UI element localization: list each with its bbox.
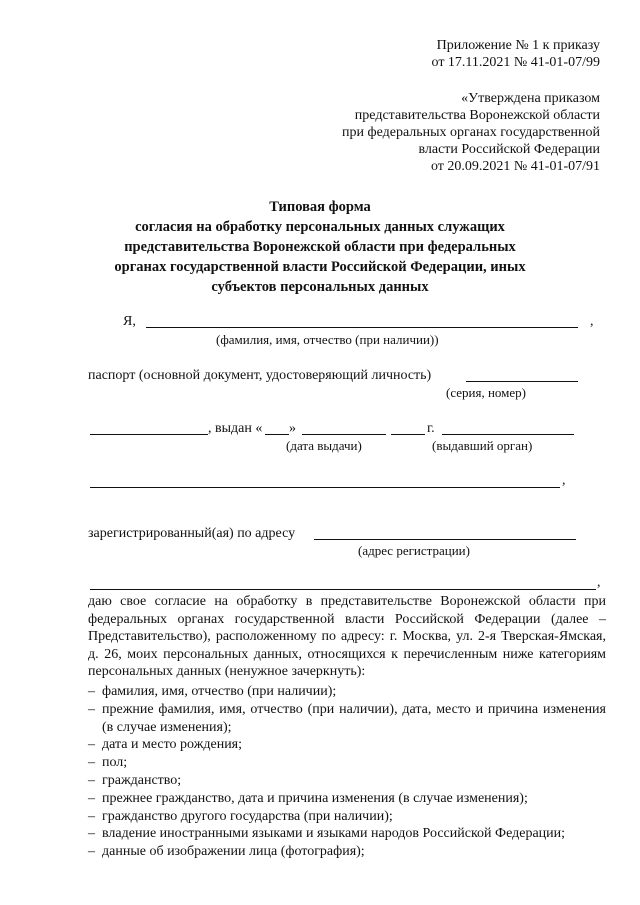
address-hint: (адрес регистрации) — [358, 543, 470, 558]
list-dash-icon: – — [88, 737, 95, 753]
title-line-4: органах государственной власти Российской Федерации, иных — [114, 259, 526, 275]
comma-3: , — [597, 575, 601, 590]
comma-2: , — [562, 473, 566, 488]
list-dash-icon: – — [88, 755, 95, 771]
list-dash-icon: – — [88, 684, 95, 699]
passport-label: паспорт (основной документ, удостоверяющий личность) — [88, 368, 432, 383]
issue-day-field[interactable] — [265, 434, 289, 435]
passport-series-field[interactable] — [466, 381, 578, 382]
year-label: г. — [427, 421, 435, 436]
personal-data-categories-list — [88, 683, 606, 861]
list-dash-icon: – — [88, 844, 95, 860]
category-item — [88, 825, 606, 843]
list-dash-icon: – — [88, 808, 95, 824]
category-text: прежнее гражданство, дата и причина изменения (в случае изменения); — [102, 790, 528, 806]
category-text: владение иностранными языками и языками народов Российской Федерации; — [102, 826, 566, 842]
title-line-5: субъектов персональных данных — [211, 279, 429, 295]
approved-line-4: власти Российской Федерации — [418, 142, 600, 157]
i-label: Я, — [123, 314, 136, 329]
address-continuation-field[interactable] — [90, 589, 596, 590]
category-item — [88, 843, 606, 861]
approved-line-1: «Утверждена приказом — [461, 91, 600, 106]
category-text: дата и место рождения; — [102, 737, 243, 753]
category-text: гражданство; — [102, 772, 182, 788]
category-item — [88, 790, 606, 808]
list-dash-icon: – — [88, 790, 95, 806]
category-text: фамилия, имя, отчество (при наличии); — [102, 684, 337, 699]
date-hint: (дата выдачи) — [286, 438, 362, 453]
list-dash-icon: – — [88, 701, 95, 717]
category-item — [88, 701, 606, 737]
list-dash-icon: – — [88, 826, 95, 842]
category-text: прежние фамилия, имя, отчество (при наличии), дата, место и причина изменения (в случае изменения); — [102, 701, 606, 735]
approved-line-5: от 20.09.2021 № 41-01-07/91 — [430, 159, 600, 174]
title-line-3: представительства Воронежской области при федеральных — [124, 239, 516, 255]
issuing-org-field[interactable] — [442, 434, 574, 435]
approved-line-2: представительства Воронежской области — [354, 108, 600, 123]
consent-paragraph: даю свое согласие на обработку в представительстве Воронежской области при федеральных органах государственной власти Российской Федерации (далее – Представительство), расположенному по адресу: г. Москва, ул. 2-я Тверская-Ямская, д. 26, моих персональных данных, относящихся к перечисленным ниже категориям персональных данных (ненужное зачеркнуть): — [88, 594, 606, 680]
series-hint: (серия, номер) — [446, 385, 526, 400]
fio-hint: (фамилия, имя, отчество (при наличии)) — [216, 332, 439, 347]
category-text: пол; — [102, 755, 128, 771]
appendix-line-2: от 17.11.2021 № 41-01-07/99 — [431, 55, 600, 70]
category-item — [88, 808, 606, 826]
issuing-org-continuation-field[interactable] — [90, 487, 560, 488]
issue-month-field[interactable] — [302, 434, 386, 435]
issue-year-field[interactable] — [391, 434, 425, 435]
registered-label: зарегистрированный(ая) по адресу — [88, 526, 296, 541]
issued-label: , выдан « — [208, 421, 263, 436]
category-item — [88, 736, 606, 754]
passport-number-field[interactable] — [90, 434, 208, 435]
appendix-line-1: Приложение № 1 к приказу — [436, 38, 600, 53]
category-item — [88, 754, 606, 772]
fio-field[interactable] — [146, 327, 578, 328]
category-text: гражданство другого государства (при наличии); — [102, 808, 393, 824]
address-field[interactable] — [314, 539, 576, 540]
org-hint: (выдавший орган) — [432, 438, 533, 453]
title-line-2: согласия на обработку персональных данных служащих — [135, 219, 505, 235]
list-dash-icon: – — [88, 772, 95, 788]
form-title — [80, 197, 560, 297]
approved-line-3: при федеральных органах государственной — [342, 125, 600, 140]
category-item — [88, 683, 606, 701]
category-text: данные об изображении лица (фотография); — [102, 844, 365, 860]
category-item — [88, 772, 606, 790]
title-line-1: Типовая форма — [269, 199, 371, 215]
issued-quote: » — [289, 421, 296, 436]
i-comma: , — [590, 314, 594, 329]
